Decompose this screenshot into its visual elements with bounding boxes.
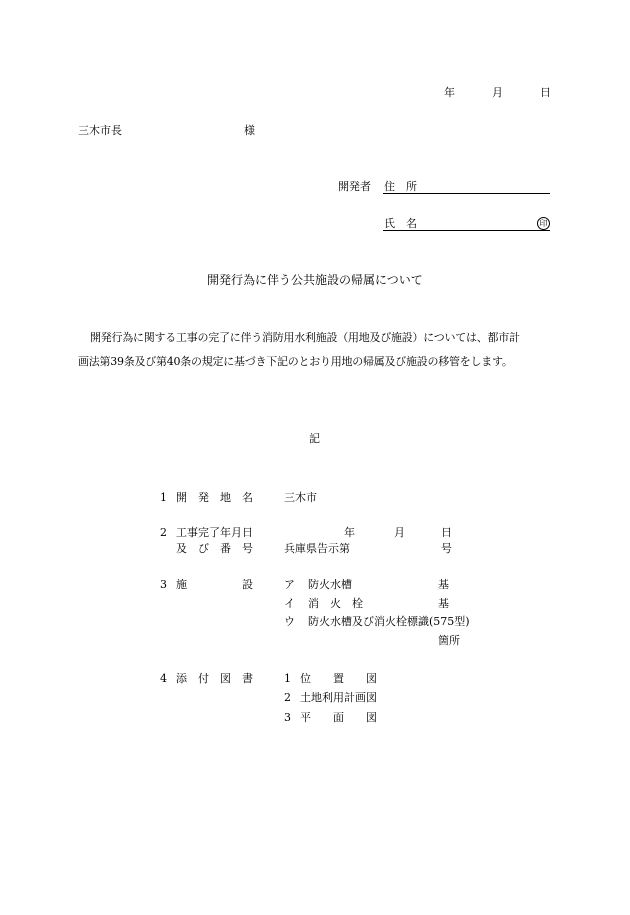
item2-year: 年: [344, 526, 355, 539]
document-title: 開発行為に伴う公共施設の帰属について: [207, 273, 423, 287]
item3-sub-b-mark: イ: [284, 597, 295, 610]
address-underline: [383, 193, 550, 194]
item3-sub-b-unit: 基: [438, 597, 449, 610]
name-underline: [383, 230, 550, 231]
addressee-name: 三木市長: [78, 124, 122, 137]
address-label: 住 所: [384, 180, 417, 193]
date-month-label: 月: [492, 86, 503, 99]
item1-value: 三木市: [284, 491, 317, 504]
item3-sub-c-unit: 箇所: [438, 634, 460, 647]
item3-sub-a-mark: ア: [284, 578, 295, 591]
body-line-2: [78, 355, 550, 369]
name-label: 氏 名: [384, 217, 417, 230]
attachment-3-name: 平 面 図: [300, 711, 377, 724]
attachment-2-number: 2: [284, 691, 291, 704]
date-day-label: 日: [540, 86, 551, 99]
addressee-suffix: 様: [244, 124, 255, 137]
item2-day: 日: [441, 526, 452, 539]
item3-sub-c-mark: ウ: [284, 615, 295, 628]
item2-notice-suffix: 号: [441, 542, 452, 555]
body-line-1-text: 開発行為に関する工事の完了に伴う消防用水利施設（用地及び施設）については、都市計: [90, 331, 520, 344]
item2-month: 月: [394, 526, 405, 539]
item4-number: 4: [160, 672, 167, 685]
item3-sub-a-name: 防火水槽: [308, 578, 352, 591]
item2-number: 2: [160, 526, 167, 539]
item3-sub-b-name: 消 火 栓: [308, 597, 363, 610]
item3-sub-c-name: 防火水槽及び消火栓標識(575型): [308, 615, 470, 628]
item3-sub-a-unit: 基: [438, 578, 449, 591]
body-line-1: [78, 331, 550, 345]
item2-label1: 工事完了年月日: [176, 526, 253, 539]
attachment-1-number: 1: [284, 672, 291, 685]
applicant-label: 開発者: [338, 180, 371, 193]
item3-label: 施 設: [176, 578, 253, 591]
attachment-3-number: 3: [284, 711, 291, 724]
attachment-1-name: 位 置 図: [300, 672, 377, 685]
item4-label: 添 付 図 書: [176, 672, 253, 685]
seal-mark: 印: [537, 217, 550, 230]
item3-number: 3: [160, 578, 167, 591]
item2-notice-prefix: 兵庫県告示第: [284, 542, 350, 555]
attachment-2-name: 土地利用計画図: [300, 691, 377, 704]
body-line-2-text: 画法第39条及び第40条の規定に基づき下記のとおり用地の帰属及び施設の移管をします。: [78, 355, 513, 368]
item2-label2: 及 び 番 号: [176, 542, 253, 555]
ki-heading: 記: [309, 432, 320, 445]
item1-label: 開 発 地 名: [176, 491, 253, 504]
item1-number: 1: [160, 491, 167, 504]
date-year-label: 年: [444, 86, 455, 99]
